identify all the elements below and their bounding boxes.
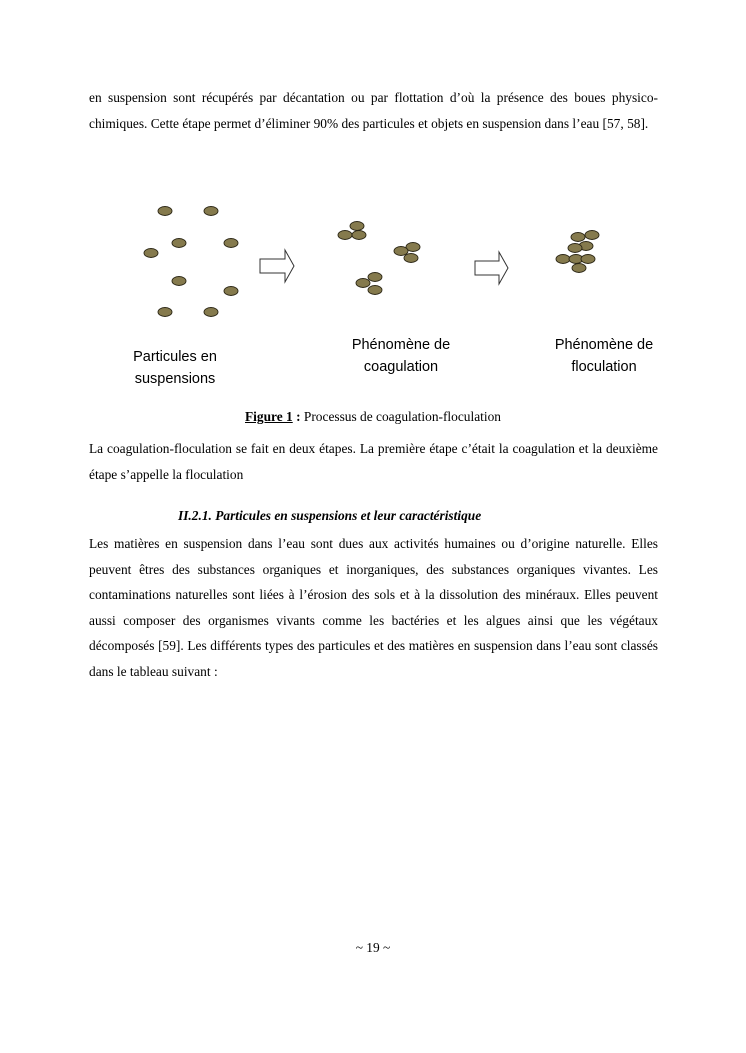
particle (352, 231, 366, 240)
particle (404, 254, 418, 263)
particle (158, 308, 172, 317)
paragraph-intro: en suspension sont récupérés par décantation ou par flottation d’où la présence des boues physico-chimiques. Cette étape permet d’éliminer 90% des particules et objets en suspension dans l’eau [57, 58]. (89, 90, 658, 131)
label-line: Particules en (133, 349, 217, 365)
particles-flocculated-group (556, 231, 599, 273)
label-line: Phénomène de (554, 337, 654, 353)
particle (338, 231, 352, 240)
paragraph-suspended-matter: Les matières en suspension dans l’eau sont dues aux activités humaines ou d’origine naturelle. Elles peuvent êtres des substances organiques et inorganiques, des substances organiques vivantes. Les contaminations naturelles sont liées à l’érosion des sols et à la dissolution des minéraux. Elles peuvent aussi composer des organismes vivants comme les bactéries et les algues ainsi que les végétaux décomposés [59]. Les différents types des particules et des matières en suspension dans l’eau sont classés dans le tableau suivant : (89, 536, 658, 679)
label-line: suspensions (134, 371, 216, 387)
particle (172, 277, 186, 286)
particle (350, 222, 364, 231)
label-phenomene-floculation (519, 334, 689, 378)
label-line: floculation (571, 359, 637, 375)
particle (204, 207, 218, 216)
particle (394, 247, 408, 256)
process-arrow-2 (475, 252, 508, 284)
section-heading: II.2.1. Particules en suspensions et leur caractéristique (178, 508, 482, 523)
label-particules-suspensions (90, 346, 260, 390)
particle (572, 264, 586, 273)
particle (556, 255, 570, 264)
particle (568, 244, 582, 253)
particle (368, 286, 382, 295)
particle (224, 287, 238, 296)
particles-coagulated-group (338, 222, 420, 295)
particle (158, 207, 172, 216)
particle (585, 231, 599, 240)
paragraph-two-steps: La coagulation-floculation se fait en deux étapes. La première étape c’était la coagulation et la deuxième étape s’appelle la floculation (89, 441, 658, 482)
label-phenomene-coagulation (316, 334, 486, 378)
particles-dispersed-group (144, 207, 238, 317)
label-line: coagulation (363, 359, 439, 375)
figure-caption-label: Figure 1 (245, 409, 293, 424)
particle (144, 249, 158, 258)
particle (571, 233, 585, 242)
page-number: ~ 19 ~ (355, 940, 391, 955)
particle (581, 255, 595, 264)
particle (204, 308, 218, 317)
process-arrow-1 (260, 250, 294, 282)
particle (224, 239, 238, 248)
particle (172, 239, 186, 248)
particle (368, 273, 382, 282)
figure-caption-colon: : (292, 409, 301, 424)
label-line: Phénomène de (351, 337, 451, 353)
figure-caption-text: Processus de coagulation-floculation (300, 409, 501, 424)
particle (356, 279, 370, 288)
figure-caption (0, 407, 746, 427)
